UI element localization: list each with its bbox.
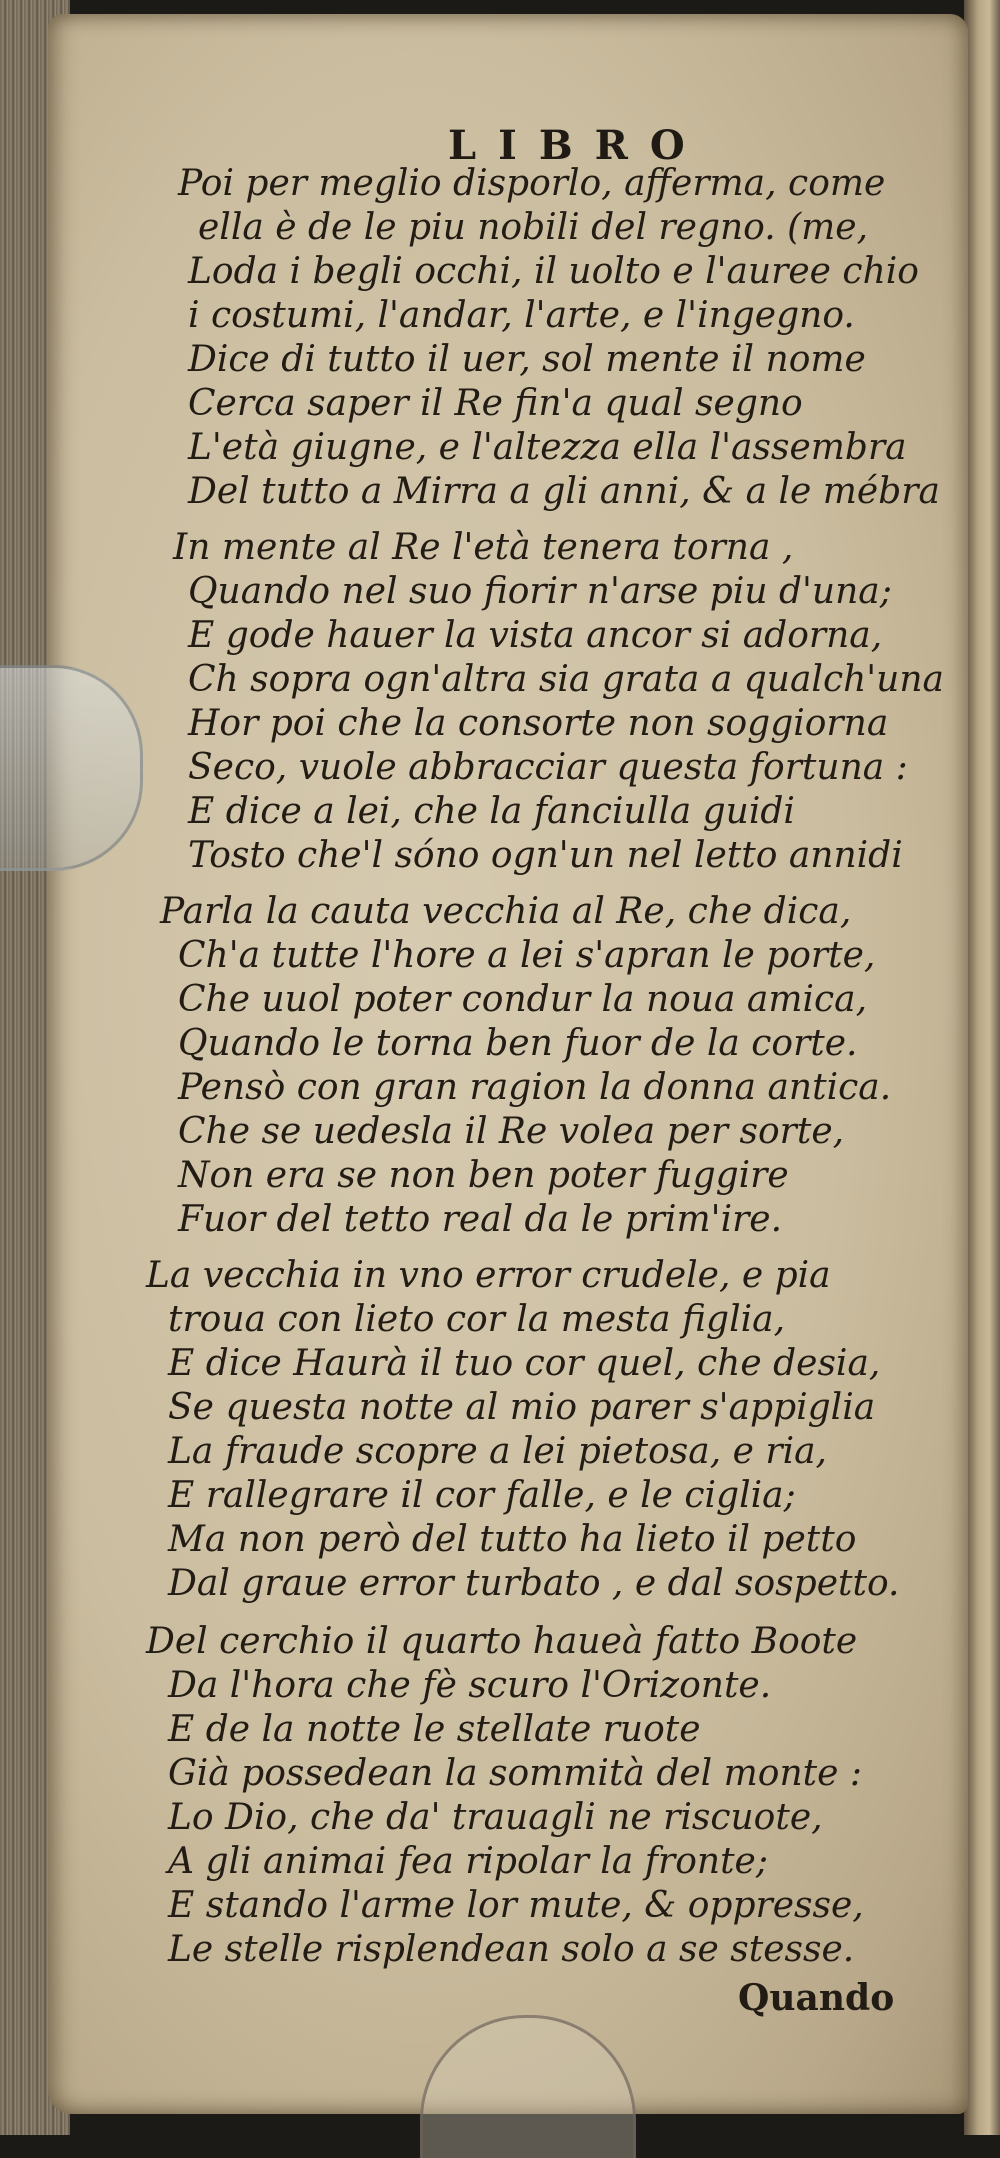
verse-line: In mente al Re l'età tenera torna , bbox=[173, 527, 794, 568]
verse-line: Poi per meglio disporlo, afferma, come bbox=[178, 163, 886, 204]
verse-line: Parla la cauta vecchia al Re, che dica, bbox=[160, 891, 852, 932]
verse-line: E de la notte le stellate ruote bbox=[168, 1709, 701, 1750]
verse-line: E dice a lei, che la fanciulla guidi bbox=[188, 791, 795, 832]
verse-line: Ma non però del tutto ha lieto il petto bbox=[168, 1519, 857, 1560]
book-page bbox=[48, 14, 968, 2114]
verse-line: Quando nel suo fiorir n'arse piu d'una; bbox=[188, 571, 892, 612]
verse-line: E gode hauer la vista ancor si adorna, bbox=[188, 615, 883, 656]
verse-line: E dice Haurà il tuo cor quel, che desia, bbox=[168, 1343, 881, 1384]
verse-line: Tosto che'l sóno ogn'un nel letto annidi bbox=[188, 835, 903, 876]
verse-line: Le stelle risplendean solo a se stesse. bbox=[168, 1929, 855, 1970]
verse-line: Ch sopra ogn'altra sia grata a qualch'una bbox=[188, 659, 945, 700]
verse-line: A gli animai fea ripolar la fronte; bbox=[168, 1841, 768, 1882]
verse-line: ella è de le piu nobili del regno. (me, bbox=[198, 207, 869, 248]
verse-line: Che uuol poter condur la noua amica, bbox=[178, 979, 868, 1020]
verse-line: La fraude scopre a lei pietosa, e ria, bbox=[168, 1431, 827, 1472]
verse-line: Del cerchio il quarto haueà fatto Boote bbox=[146, 1621, 858, 1662]
verse-line: Dice di tutto il uer, sol mente il nome bbox=[188, 339, 866, 380]
verse-line: i costumi, l'andar, l'arte, e l'ingegno. bbox=[188, 295, 855, 336]
running-header: LIBRO bbox=[448, 122, 707, 169]
verse-line: Del tutto a Mirra a gli anni, & a le mébra bbox=[188, 471, 940, 512]
verse-line: Dal graue error turbato , e dal sospetto. bbox=[168, 1563, 900, 1604]
verse-line: Che se uedesla il Re volea per sorte, bbox=[178, 1111, 845, 1152]
verse-line: Ch'a tutte l'hore a lei s'apran le porte, bbox=[178, 935, 876, 976]
verse-line: Fuor del tetto real da le prim'ire. bbox=[178, 1199, 783, 1240]
verse-line: Da l'hora che fè scuro l'Orizonte. bbox=[168, 1665, 772, 1706]
verse-line: La vecchia in vno error crudele, e pia bbox=[146, 1255, 831, 1296]
verse-line: Se questa notte al mio parer s'appiglia bbox=[168, 1387, 876, 1428]
verse-line: Seco, vuole abbracciar questa fortuna : bbox=[188, 747, 908, 788]
verse-line: Già possedean la sommità del monte : bbox=[168, 1753, 862, 1794]
verse-line: Cerca saper il Re fin'a qual segno bbox=[188, 383, 803, 424]
verse-line: Non era se non ben poter fuggire bbox=[178, 1155, 789, 1196]
verse-line: Lo Dio, che da' trauagli ne riscuote, bbox=[168, 1797, 823, 1838]
verse-line: L'età giugne, e l'altezza ella l'assembra bbox=[188, 427, 907, 468]
verse-line: Quando le torna ben fuor de la corte. bbox=[178, 1023, 858, 1064]
verse-line: Pensò con gran ragion la donna antica. bbox=[178, 1067, 892, 1108]
verse-line: E rallegrare il cor falle, e le ciglia; bbox=[168, 1475, 796, 1516]
verse-line: troua con lieto cor la mesta figlia, bbox=[168, 1299, 786, 1340]
catchword: Quando bbox=[738, 1977, 895, 2019]
poem-text bbox=[48, 14, 968, 2114]
verse-line: Loda i begli occhi, il uolto e l'auree chio bbox=[188, 251, 919, 292]
book-page-edge-right bbox=[964, 0, 1000, 2135]
verse-line: E stando l'arme lor mute, & oppresse, bbox=[168, 1885, 864, 1926]
verse-line: Hor poi che la consorte non soggiorna bbox=[188, 703, 889, 744]
